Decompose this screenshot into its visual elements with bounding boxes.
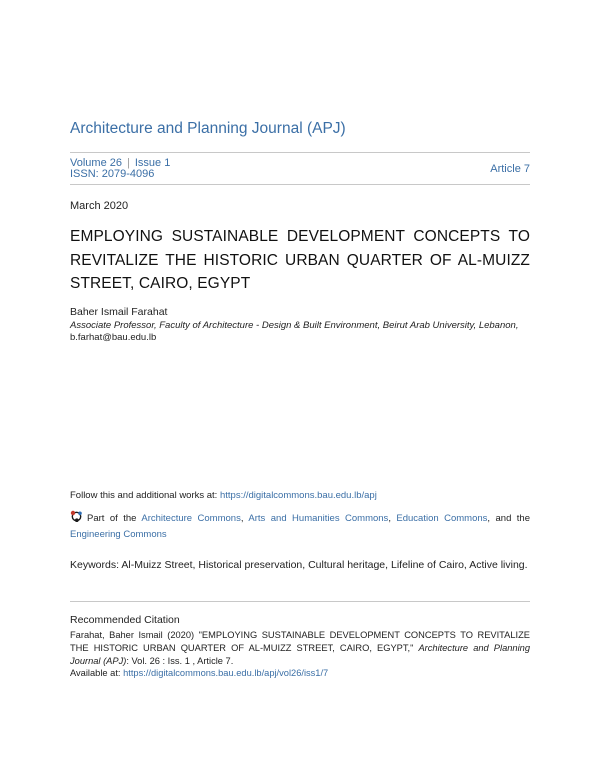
keywords-label: Keywords:	[70, 559, 120, 571]
publication-date: March 2020	[70, 200, 129, 212]
citation-journal: Architecture and Planning Journal (APJ)	[70, 643, 530, 666]
engineering-commons-link[interactable]: Engineering Commons	[70, 529, 167, 540]
volume-link[interactable]: Volume 26	[70, 157, 122, 169]
commons-separator-3: , and the	[487, 513, 531, 524]
available-at-link[interactable]: https://digitalcommons.bau.edu.lb/apj/vol26/iss1/7	[123, 668, 329, 678]
author-email: b.farhat@bau.edu.lb	[70, 332, 157, 343]
top-divider	[70, 152, 530, 153]
issue-link[interactable]: Issue 1	[134, 157, 171, 169]
follow-link[interactable]: https://digitalcommons.bau.edu.lb/apj	[219, 490, 377, 501]
network-icon	[70, 510, 83, 523]
author-name: Baher Ismail Farahat	[70, 306, 168, 318]
available-at-line	[70, 668, 328, 678]
journal-title-link[interactable]: Architecture and Planning Journal (APJ)	[70, 120, 346, 137]
article-number-link[interactable]: Article 7	[490, 163, 530, 175]
header-divider	[70, 184, 530, 185]
follow-prefix: Follow this and additional works at:	[70, 490, 220, 501]
commons-separator-1: ,	[240, 513, 249, 524]
part-of-commons	[70, 510, 530, 543]
paper-title[interactable]: EMPLOYING SUSTAINABLE DEVELOPMENT CONCEPTS TO REVITALIZE THE HISTORIC URBAN QUARTER OF AL-MUIZZ STREET, CAIRO, EGYPT	[70, 228, 530, 292]
issn-text: ISSN: 2079-4096	[70, 168, 155, 180]
recommended-citation-heading: Recommended Citation	[70, 614, 180, 626]
citation-main: Farahat, Baher Ismail (2020) "EMPLOYING SUSTAINABLE DEVELOPMENT CONCEPTS TO REVITALIZE THE HISTORIC URBAN QUARTER OF AL-MUIZZ STREET, CAIRO, EGYPT,"	[70, 630, 530, 653]
keywords-block	[70, 557, 530, 573]
citation-divider	[70, 601, 530, 602]
citation-text	[70, 629, 530, 668]
arts-humanities-commons-link[interactable]: Arts and Humanities Commons	[248, 513, 389, 524]
author-affiliation: Associate Professor, Faculty of Architecture - Design & Built Environment, Beirut Arab University, Lebanon,	[70, 320, 519, 331]
volume-issue-separator: |	[126, 157, 130, 169]
part-of-prefix: Part of the	[87, 513, 142, 524]
citation-volume: : Vol. 26 : Iss. 1 , Article 7.	[126, 656, 234, 666]
keywords-text: Al-Muizz Street, Historical preservation, Cultural heritage, Lifeline of Cairo, Active living.	[121, 559, 528, 571]
education-commons-link[interactable]: Education Commons	[396, 513, 488, 524]
architecture-commons-link[interactable]: Architecture Commons	[141, 513, 241, 524]
available-prefix: Available at:	[70, 668, 124, 678]
follow-line	[70, 490, 377, 501]
commons-separator-2: ,	[388, 513, 397, 524]
